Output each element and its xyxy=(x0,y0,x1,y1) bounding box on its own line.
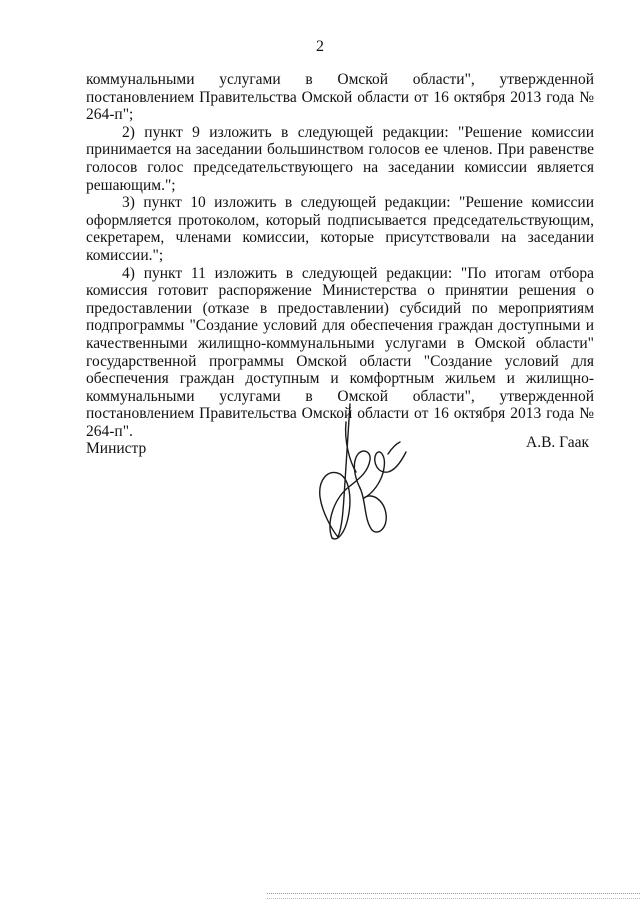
paragraph-item-4: 4) пункт 11 изложить в следующей редакции: "По итогам отбора комиссия готовит распоряжение Министерства о принятии решения о предоставлении (отказе в предоставлении) субсидий по мероприятиям подпрограммы "Создание условий для обеспечения граждан доступными и качественными жилищно-коммунальными услугами в Омской области" государственной программы Омской области "Создание условий для обеспечения граждан доступным и комфортным жильем и жилищно-коммунальными услугами в Омской области", утвержденной постановлением Правительства Омской области от 16 октября 2013 года № 264-п". xyxy=(86,264,594,440)
paragraph-item-2: 2) пункт 9 изложить в следующей редакции: "Решение комиссии принимается на заседании большинством голосов ее членов. При равенстве голосов голос председательствующего на заседании комиссии является решающим."; xyxy=(86,123,594,194)
signatory-name: А.В. Гаак xyxy=(526,434,590,451)
page-number: 2 xyxy=(316,38,324,55)
document-body xyxy=(86,71,594,440)
paragraph-continuation: коммунальными услугами в Омской области", утвержденной постановлением Правительства Омской области от 16 октября 2013 года № 264-п"; xyxy=(86,71,594,124)
signatory-position: Министр xyxy=(86,440,147,457)
footer-divider xyxy=(267,893,640,899)
handwritten-signature xyxy=(298,402,408,552)
paragraph-item-3: 3) пункт 10 изложить в следующей редакции: "Решение комиссии оформляется протоколом, который подписывается председательствующим, секретарем, членами комиссии, которые присутствовали на заседании комиссии."; xyxy=(86,194,594,264)
